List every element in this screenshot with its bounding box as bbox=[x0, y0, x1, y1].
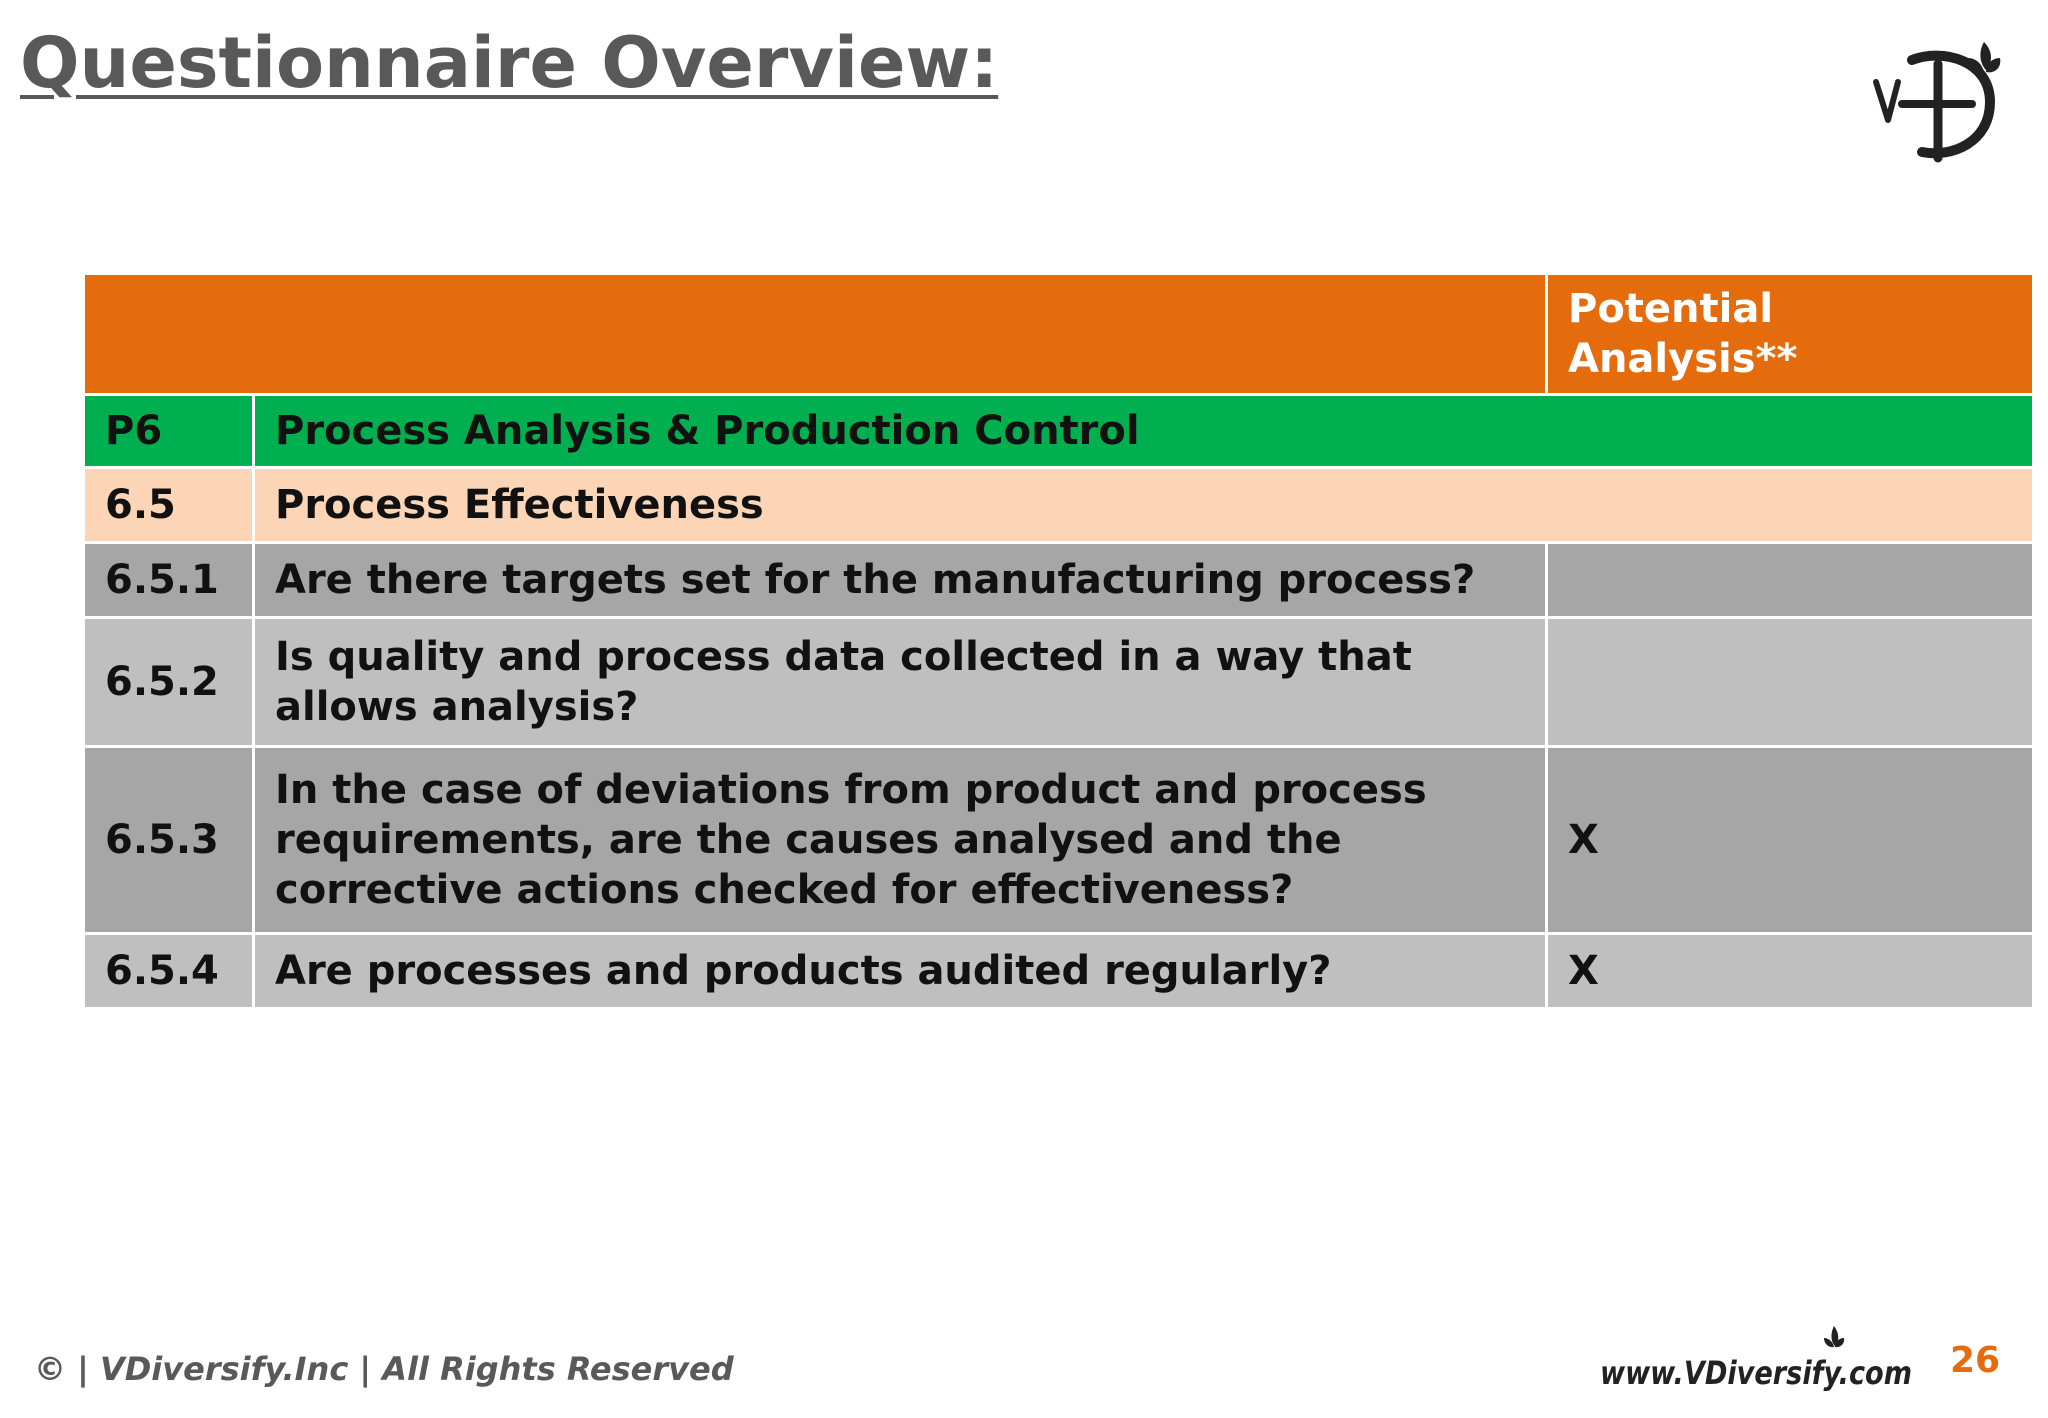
page-number: 26 bbox=[1950, 1340, 2001, 1381]
question-code: 6.5.3 bbox=[84, 747, 254, 934]
subsection-label: Process Effectiveness bbox=[254, 468, 2034, 543]
potential-analysis-mark bbox=[1547, 618, 2034, 747]
page-title: Questionnaire Overview: bbox=[20, 22, 999, 104]
question-text: In the case of deviations from product and process requirements, are the causes analysed and the corrective actions checked for effectiveness? bbox=[254, 747, 1547, 934]
potential-analysis-mark: X bbox=[1547, 934, 2034, 1009]
footer-copyright: © | VDiversify.Inc | All Rights Reserved bbox=[34, 1350, 734, 1388]
table-row bbox=[84, 747, 2034, 934]
footer-logo-text: www.VDiversify.com bbox=[1600, 1354, 1912, 1392]
section-code: P6 bbox=[84, 395, 254, 468]
table-row bbox=[84, 618, 2034, 747]
vdiversify-footer-logo-icon bbox=[1598, 1318, 1916, 1408]
question-code: 6.5.2 bbox=[84, 618, 254, 747]
table-row bbox=[84, 934, 2034, 1009]
subsection-code: 6.5 bbox=[84, 468, 254, 543]
header-potential-analysis: Potential Analysis** bbox=[1547, 274, 2034, 395]
section-row bbox=[84, 395, 2034, 468]
question-text: Are processes and products audited regularly? bbox=[254, 934, 1547, 1009]
header-blank-cell bbox=[84, 274, 1547, 395]
vdiversify-logo-icon bbox=[1868, 30, 2018, 170]
question-text: Are there targets set for the manufacturing process? bbox=[254, 543, 1547, 618]
table-header-row bbox=[84, 274, 2034, 395]
question-code: 6.5.4 bbox=[84, 934, 254, 1009]
section-label: Process Analysis & Production Control bbox=[254, 395, 2034, 468]
question-code: 6.5.1 bbox=[84, 543, 254, 618]
subsection-row bbox=[84, 468, 2034, 543]
questionnaire-table bbox=[82, 272, 2035, 1010]
potential-analysis-mark: X bbox=[1547, 747, 2034, 934]
potential-analysis-mark bbox=[1547, 543, 2034, 618]
question-text: Is quality and process data collected in a way that allows analysis? bbox=[254, 618, 1547, 747]
table-row bbox=[84, 543, 2034, 618]
